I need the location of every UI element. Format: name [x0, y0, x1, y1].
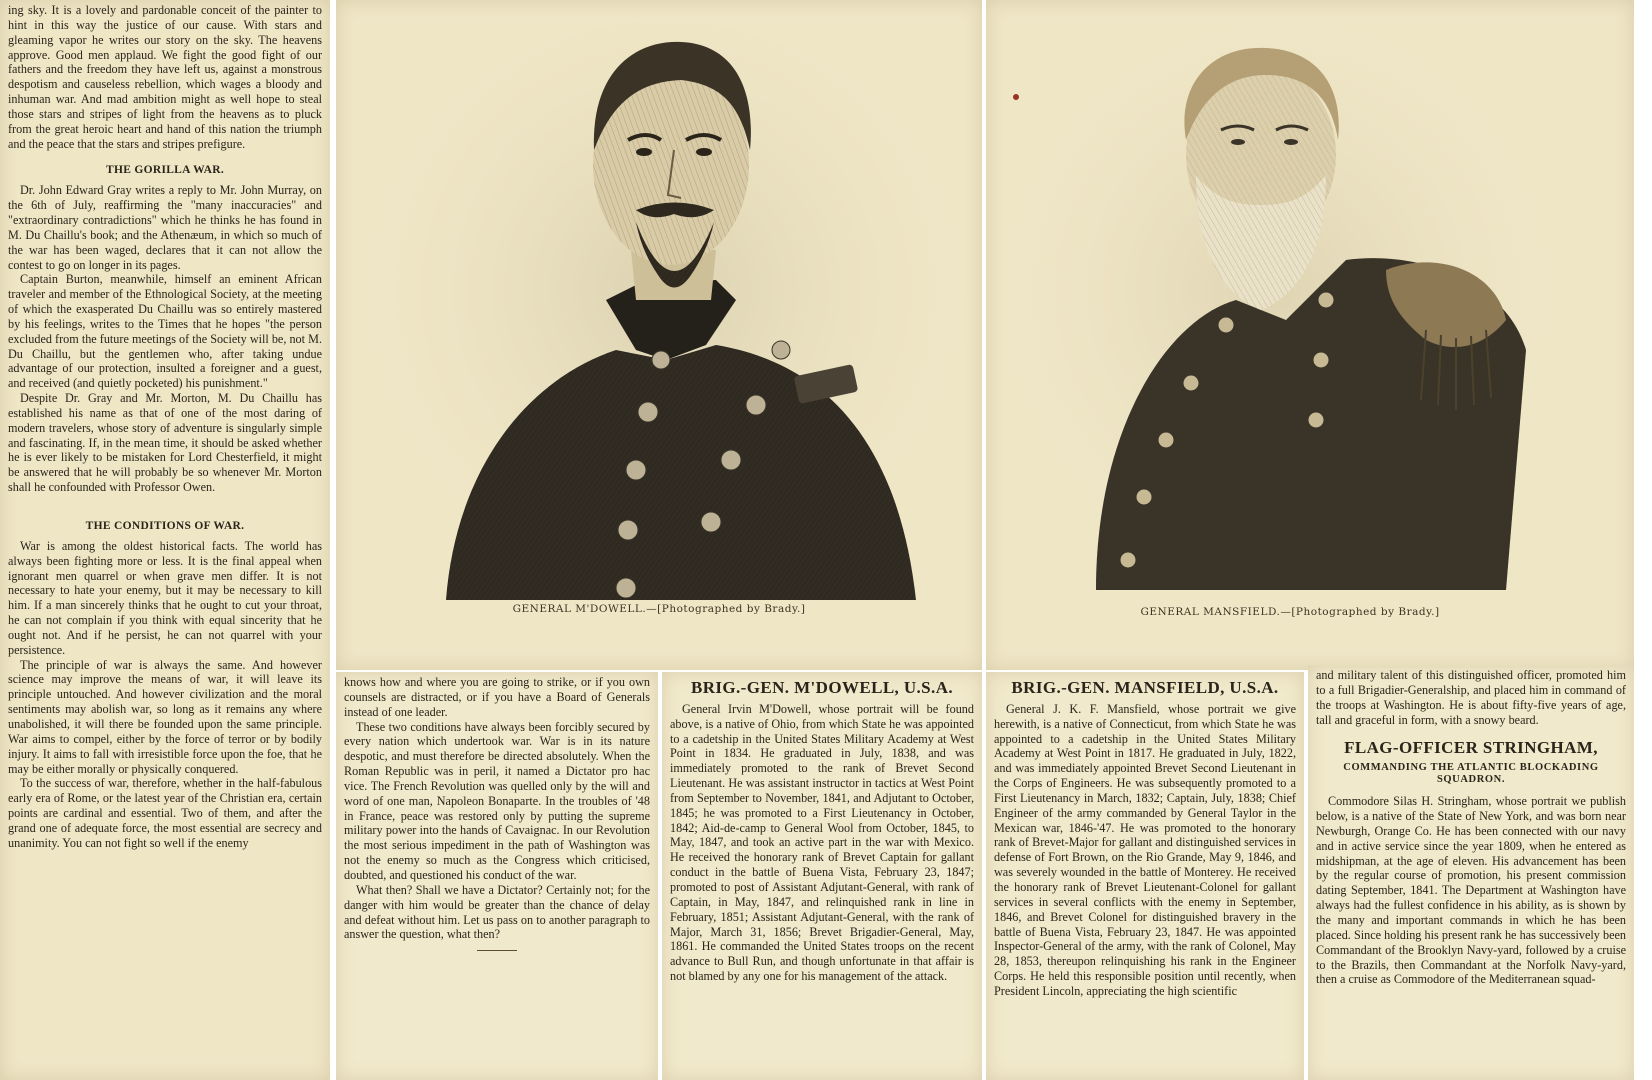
conditions-paragraph: War is among the oldest historical facts. The world has always been fighting more or less. It is the final appeal when ignorant men quarrel or when grave men differ. It is not necessary to hate your enemy, but it may be necessary to kill him. If a man sincerely thinks that he ought to cut your throat, he can not complain if you think with equal sincerity that he ought not. And if he persist, he can not quarrel with your persistence. [8, 538, 322, 657]
mcdowell-caption: GENERAL M'DOWELL.—[Photographed by Brady.] [512, 603, 806, 615]
conditions-continued-clipping [336, 672, 658, 1080]
mansfield-bio-clipping [986, 672, 1304, 1080]
stringham-title: FLAG-OFFICER STRINGHAM, [1344, 738, 1598, 758]
conditions-cont-paragraph: These two conditions have always been forcibly secured by every nation which undertook war. War is in its nature despotic, and must therefore be directed absolutely. When the Roman Republic was in peril, it named a Dictator pro hac vice. The French Revolution was quelled only by the will and word of one man, Napoleon Bonaparte. In the troubles of '48 in France, peace was restored only by putting the supreme military power into the hands of Cavaignac. In our Revolution the most serious impediment in the path of Washington was not the enemy so much as the Congress which criticised, doubted, and questioned his conduct of the war. [344, 719, 650, 882]
gorilla-war-heading: THE GORILLA WAR. [105, 164, 225, 177]
stringham-subtitle: COMMANDING THE ATLANTIC BLOCKADING SQUADRON. [1343, 762, 1599, 786]
mcdowell-bio-text [662, 672, 982, 984]
mansfield-body: General J. K. F. Mansfield, whose portrait we give herewith, is a native of Connecticut, from which State he was appointed to a cadetship in the United States Military Academy at West Point in 1817. He graduated in July, 1822, and was immediately appointed Brevet Second Lieutenant in the Corps of Engineers. He was subsequently promoted to a First Lieutenancy in March, 1832; Captain, July, 1838; Chief Engineer of the army commanded by General Taylor in the Mexican war, 1846-'47. He was promoted to the honorary rank of Brevet-Major for gallant and distinguished services in defense of Fort Brown, on the Rio Grande, May 9, 1846, and was severely wounded in the battle of Monterey. He received the honorary rank of Brevet Lieutenant-Colonel for gallant services in several conflicts with the enemy in September, 1846, and Brevet Colonel for distinguished bravery in the battle of Buena Vista, February 23, 1847. He was appointed Inspector-General of the army, with the rank of Colonel, May 28, 1853, thereupon relinquishing his rank in the Engineer Corps. He held this responsible position until recently, when President Lincoln, appreciating the high scientific [994, 701, 1296, 998]
conditions-paragraph: To the success of war, therefore, whether in the half-fabulous early era of Rome, or the latest year of the Christian era, certain points are cardinal and essential. Two of them, and after the grand one of adequate force, the most essential are secrecy and unanimity. You can not fight so well if the enemy [8, 776, 322, 850]
gorilla-paragraph: Captain Burton, meanwhile, himself an eminent African traveler and member of the Ethnological Society, at the meeting of which the exasperated Du Chaillu was so entirely mastered by his feelings, writes to the Times that he hopes "the person excluded from the future meetings of the Society will be, not M. Du Chaillu, but the gentlemen who, after taking undue advantage of our protection, insulted a foreigner and a guest, and received (and quietly pocketed) his punishment." [8, 272, 322, 391]
mansfield-portrait-engraving [986, 0, 1634, 640]
left-column-text [0, 0, 330, 851]
mcdowell-title: BRIG.-GEN. M'DOWELL, U.S.A. [690, 678, 954, 697]
mansfield-portrait-panel [986, 0, 1634, 670]
mcdowell-portrait-engraving [336, 0, 982, 640]
conditions-continued-text [336, 672, 658, 951]
stringham-body: Commodore Silas H. Stringham, whose portrait we publish below, is a native of the State of New York, and was born near Newburgh, Orange Co. He has been connected with our navy and in active service since the year 1809, when he entered as midshipman, at the age of eleven. His advancement has been by the regular course of promotion, his present commission dating September, 1841. The Department at Washington have always had the fullest confidence in his ability, as is shown by the many and important commands in which he has been placed. Since holding his present rank he has successively been Commandant of the Brooklyn Navy-yard, followed by a cruise to the Brazils, then Commandant at the Norfolk Navy-yard, then a cruise as Commodore of the Mediterranean squad- [1316, 794, 1626, 987]
conditions-war-heading: THE CONDITIONS OF WAR. [85, 520, 245, 532]
conditions-paragraph: The principle of war is always the same. And however science may improve the means of war, it will leave its principle untouched. And however civilization and the moral sentiments may abolish war, so long as it remains any where unabolished, it will there be founded upon the same principle. War aims to compel, either by the force of terror or by bodily injury. It aims to fall with irresistible force upon the foe, that he may be either morally or physically conquered. [8, 657, 322, 776]
mansfield-bio-text [986, 672, 1304, 999]
gorilla-paragraph: Despite Dr. Gray and Mr. Morton, M. Du Chaillu has established his name as that of one of the most daring of modern travelers, whose story of adventure is singularly simple and fascinating. If, in the mean time, it should be asked whether he is ever likely to be mistaken for Lord Chesterfield, it might be answered that he will probably be so whenever Mr. Morton shall he confounded with Professor Owen. [8, 391, 322, 495]
mansfield-title: BRIG.-GEN. MANSFIELD, U.S.A. [1011, 678, 1279, 697]
mansfield-continued: and military talent of this distinguished officer, promoted him to a full Brigadier-Generalship, and placed him in command of the troops at Washington. He is about fifty-five years of age, tall and graceful in form, with a snowy beard. [1316, 668, 1626, 727]
stringham-clipping [1308, 665, 1634, 1080]
conditions-cont-paragraph: What then? Shall we have a Dictator? Certainly not; for the danger with him would be greater than the chance of delay and defeat without him. Let us pass on to another paragraph to answer the question, what then? [344, 882, 650, 942]
mansfield-caption: GENERAL MANSFIELD.—[Photographed by Brady.] [1140, 606, 1440, 618]
section-divider [477, 950, 517, 951]
conditions-cont-paragraph: knows how and where you are going to strike, or if you own counsels are distracted, or if you have a Board of Generals instead of one leader. [344, 675, 650, 719]
intro-paragraph: ing sky. It is a lovely and pardonable conceit of the painter to hint in this way the justice of our cause. With stars and gleaming vapor he writes our story on the sky. The heavens approve. Good men applaud. We fight the good fight of our fathers and the freedom they have left us, against a monstrous despotism and causeless rebellion, which wages a bloody and inhuman war. And mad ambition might as well hope to steal those stars and stripes of light from the heavens as to pluck from the great heroic heart and hand of this nation the triumph and the peace that the stars and stripes prefigure. [8, 3, 322, 151]
left-column-clipping [0, 0, 330, 1080]
mcdowell-body: General Irvin M'Dowell, whose portrait will be found above, is a native of Ohio, from which State he was appointed to a cadetship in the United States Military Academy at West Point in 1834. He graduated in July, 1838, and was immediately promoted to the rank of Brevet Second Lieutenant. He was assistant instructor in tactics at West Point from September to November, 1841, and Adjutant to October, 1845; he was promoted to a First Lieutenancy in October, 1842; Aid-de-camp to General Wool from October, 1845, to May, 1847, and took an active part in the war with Mexico. He received the honorary rank of Brevet Captain for gallant conduct in the battle of Buena Vista, February 23, 1847; promoted to post of Assistant Adjutant-General, with rank of Captain, in May, 1847, and relinquished rank in line in February, 1851; Assistant Adjutant-General, with the rank of Major, March 31, 1856; Brevet Brigadier-General, May, 1861. He commanded the United States troops on the recent advance to Bull Run, and though unfortunate in that affair is not blamed by any one for his management of the attack. [670, 701, 974, 984]
gorilla-paragraph: Dr. John Edward Gray writes a reply to Mr. John Murray, on the 6th of July, reaffirming the "many inaccuracies" and "extraordinary contradictions" which he thinks he has found in M. Du Chaillu's book; and the Athenæum, in which so much of the war has been waged, declares that it can not allow the contest to go on longer in its pages. [8, 183, 322, 272]
stringham-text [1308, 665, 1634, 987]
mcdowell-portrait-panel [336, 0, 982, 670]
mcdowell-bio-clipping [662, 672, 982, 1080]
